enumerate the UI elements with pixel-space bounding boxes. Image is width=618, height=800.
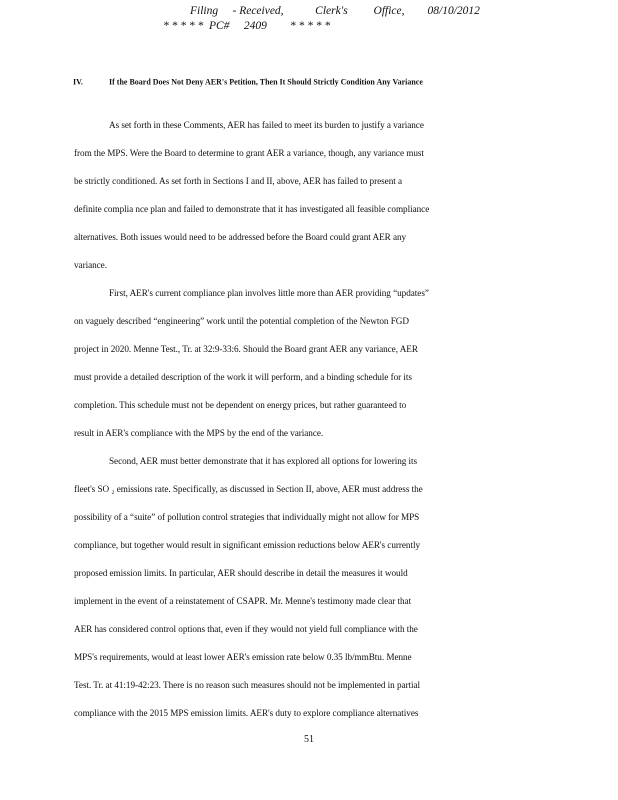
text-line: definite complia nce plan and failed to demonstrate that it has investigated all feasible compliance xyxy=(74,204,430,214)
filing-stamp-line2: * * * * * PC# 2409 * * * * * xyxy=(163,20,331,32)
text-line: result in AER's compliance with the MPS by the end of the variance. xyxy=(74,428,324,438)
text-line: possibility of a “suite” of pollution control strategies that individually might not allow for MPS xyxy=(74,512,420,522)
text-line: First, AER's current compliance plan involves little more than AER providing “updates” xyxy=(109,288,429,298)
section-number: IV. xyxy=(73,77,83,87)
section-title: If the Board Does Not Deny AER's Petition, Then It Should Strictly Condition Any Variance xyxy=(109,77,423,87)
text-line: As set forth in these Comments, AER has failed to meet its burden to justify a variance xyxy=(109,120,424,130)
text-line: Test. Tr. at 41:19-42:23. There is no reason such measures should not be implemented in partial xyxy=(74,680,421,690)
text-line: compliance with the 2015 MPS emission limits. AER's duty to explore compliance alternatives xyxy=(74,708,419,718)
text-line: fleet's SO ₂ emissions rate. Specifically, as discussed in Section II, above, AER must address the xyxy=(74,484,423,494)
text-line: project in 2020. Menne Test., Tr. at 32:9-33:6. Should the Board grant AER any variance, AER xyxy=(74,344,418,354)
text-line: Second, AER must better demonstrate that it has explored all options for lowering its xyxy=(109,456,418,466)
text-line: completion. This schedule must not be dependent on energy prices, but rather guaranteed to xyxy=(74,400,407,410)
text-line: be strictly conditioned. As set forth in Sections I and II, above, AER has failed to present a xyxy=(74,176,403,186)
text-line: MPS's requirements, would at least lower AER's emission rate below 0.35 lb/mmBtu. Menne xyxy=(74,652,412,662)
page-number: 51 xyxy=(304,734,314,745)
document-body xyxy=(74,111,474,727)
text-line: proposed emission limits. In particular, AER should describe in detail the measures it would xyxy=(74,568,408,578)
text-line: variance. xyxy=(74,260,107,270)
text-line: on vaguely described “engineering” work until the potential completion of the Newton FGD xyxy=(74,316,409,326)
filing-stamp-line1: Filing - Received, Clerk's Office, 08/10/2012 xyxy=(190,5,480,17)
text-line: compliance, but together would result in significant emission reductions below AER's currently xyxy=(74,540,421,550)
text-line: alternatives. Both issues would need to be addressed before the Board could grant AER any xyxy=(74,232,407,242)
text-line: AER has considered control options that, even if they would not yield full compliance with the xyxy=(74,624,418,634)
text-line: must provide a detailed description of the work it will perform, and a binding schedule for its xyxy=(74,372,412,382)
text-line: from the MPS. Were the Board to determine to grant AER a variance, though, any variance must xyxy=(74,148,424,158)
text-line: implement in the event of a reinstatement of CSAPR. Mr. Menne's testimony made clear that xyxy=(74,596,412,606)
